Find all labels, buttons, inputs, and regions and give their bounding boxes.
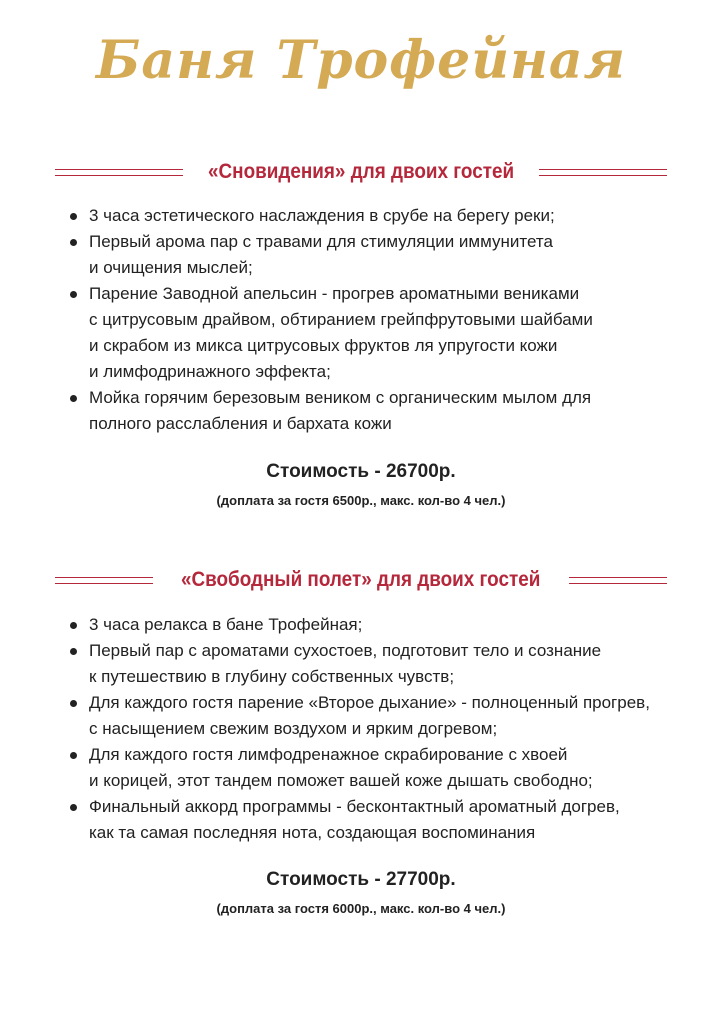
price: Стоимость - 26700р. (266, 461, 456, 482)
list-item-text: Парение Заводной апельсин - прогрев ароматными вениками с цитрусовым драйвом, обтиранием грейпфрутовыми шайбами и скрабом из микса цитрусовых фруктов ля упругости кожи и лимфодринажного эффекта; (89, 284, 593, 381)
list-item-text: Первый пар с ароматами сухостоев, подготовит тело и сознание к путешествию в глубину собственных чувств; (89, 641, 602, 686)
feature-list (70, 612, 690, 846)
bullet-icon (70, 752, 77, 759)
bullet-icon (70, 648, 77, 655)
list-item (70, 203, 690, 229)
bullet-icon (70, 291, 77, 298)
page-title: Баня Трофейная (95, 30, 627, 91)
divider (539, 169, 667, 176)
price-note: (доплата за гостя 6000р., макс. кол-во 4 чел.) (216, 901, 506, 916)
bullet-icon (70, 213, 77, 220)
section-title: «Свободный полет» для двоих гостей (181, 568, 541, 591)
bullet-icon (70, 622, 77, 629)
list-item (70, 638, 690, 690)
list-item-text: Для каждого гостя парение «Второе дыхание» - полноценный прогрев, с насыщением свежим воздухом и ярким догревом; (89, 693, 650, 738)
bullet-icon (70, 239, 77, 246)
section-header (55, 566, 667, 594)
divider (55, 169, 183, 176)
price: Стоимость - 27700р. (266, 869, 456, 890)
list-item-text: Финальный аккорд программы - бесконтактный ароматный догрев, как та самая последняя нота, создающая воспоминания (89, 797, 620, 842)
section-header (55, 158, 667, 186)
list-item (70, 385, 690, 437)
divider (55, 577, 153, 584)
list-item-text: Мойка горячим березовым веником с органическим мылом для полного расслабления и бархата кожи (89, 388, 592, 433)
price-note: (доплата за гостя 6500р., макс. кол-во 4 чел.) (216, 493, 506, 508)
section-title: «Сновидения» для двоих гостей (207, 160, 515, 183)
list-item (70, 229, 690, 281)
bullet-icon (70, 700, 77, 707)
list-item-text: Первый арома пар с травами для стимуляции иммунитета и очищения мыслей; (89, 232, 553, 277)
feature-list (70, 203, 690, 437)
list-item (70, 742, 690, 794)
list-item (70, 690, 690, 742)
list-item (70, 612, 690, 638)
list-item (70, 281, 690, 385)
list-item (70, 794, 690, 846)
bullet-icon (70, 395, 77, 402)
divider (569, 577, 667, 584)
bullet-icon (70, 804, 77, 811)
list-item-text: 3 часа релакса в бане Трофейная; (89, 615, 363, 634)
list-item-text: Для каждого гостя лимфодренажное скрабирование с хвоей и корицей, этот тандем поможет вашей коже дышать свободно; (89, 745, 593, 790)
list-item-text: 3 часа эстетического наслаждения в срубе на берегу реки; (89, 206, 555, 225)
